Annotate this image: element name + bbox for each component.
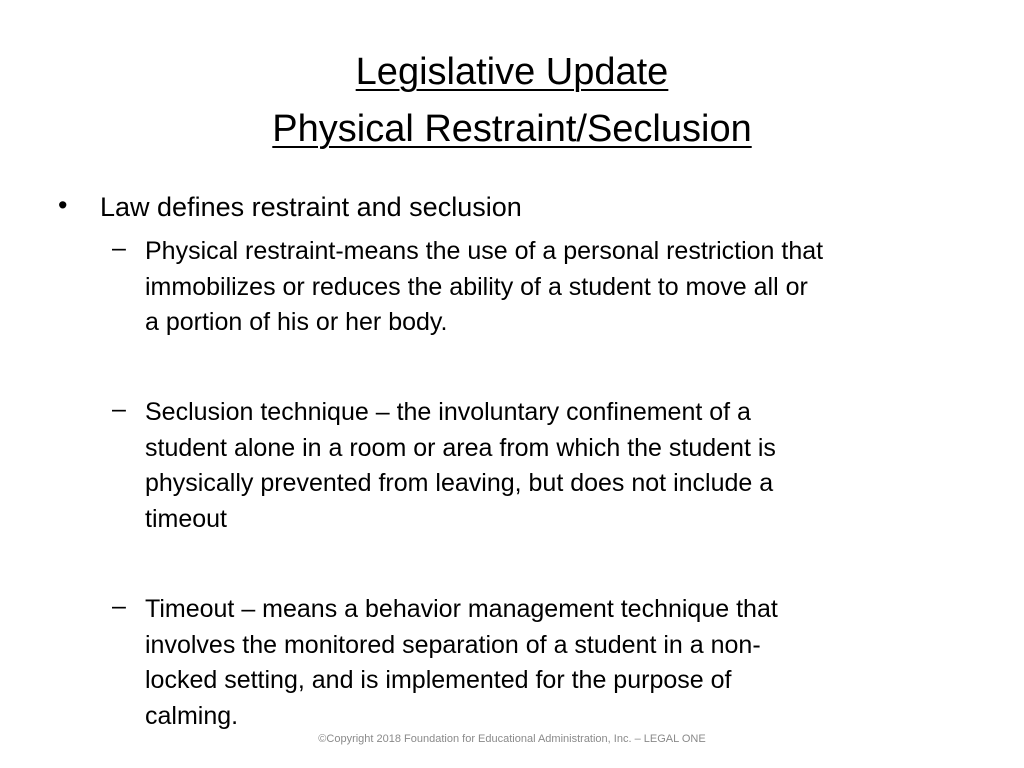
dash-icon: – bbox=[112, 592, 126, 620]
dash-icon: – bbox=[112, 395, 126, 423]
copyright-footer: ©Copyright 2018 Foundation for Educational Administration, Inc. – LEGAL ONE bbox=[318, 733, 706, 745]
title-line-1 bbox=[0, 44, 1024, 101]
sub-bullet-line: Physical restraint-means the use of a personal restriction that bbox=[145, 237, 824, 265]
sub-bullet-line: student alone in a room or area from which the student is bbox=[145, 433, 776, 462]
bullet-icon: • bbox=[58, 190, 68, 220]
sub-bullet-text bbox=[145, 234, 975, 341]
bullet-text: Law defines restraint and seclusion bbox=[100, 192, 522, 222]
title-line-2-text: Physical Restraint/Seclusion bbox=[272, 108, 752, 150]
title-line-2 bbox=[0, 101, 1024, 158]
title-line-1-text: Legislative Update bbox=[355, 51, 669, 93]
slide-title bbox=[0, 44, 1024, 158]
sub-bullet-line: timeout bbox=[145, 504, 227, 533]
sub-bullet-line: physically prevented from leaving, but does not include a bbox=[145, 469, 774, 497]
sub-bullet-line: involves the monitored separation of a student in a non- bbox=[145, 630, 761, 659]
sub-bullet-line: calming. bbox=[145, 701, 239, 730]
dash-icon: – bbox=[112, 234, 126, 262]
sub-bullet-text bbox=[145, 592, 975, 734]
sub-bullet-line: locked setting, and is implemented for the purpose of bbox=[145, 666, 732, 694]
sub-bullet-line: Timeout – means a behavior management technique that bbox=[145, 595, 778, 623]
sub-bullet-line: a portion of his or her body. bbox=[145, 308, 448, 336]
sub-bullet-line: Seclusion technique – the involuntary confinement of a bbox=[145, 398, 751, 426]
sub-bullet-line: immobilizes or reduces the ability of a student to move all or bbox=[145, 272, 808, 301]
sub-bullet-text bbox=[145, 395, 975, 537]
